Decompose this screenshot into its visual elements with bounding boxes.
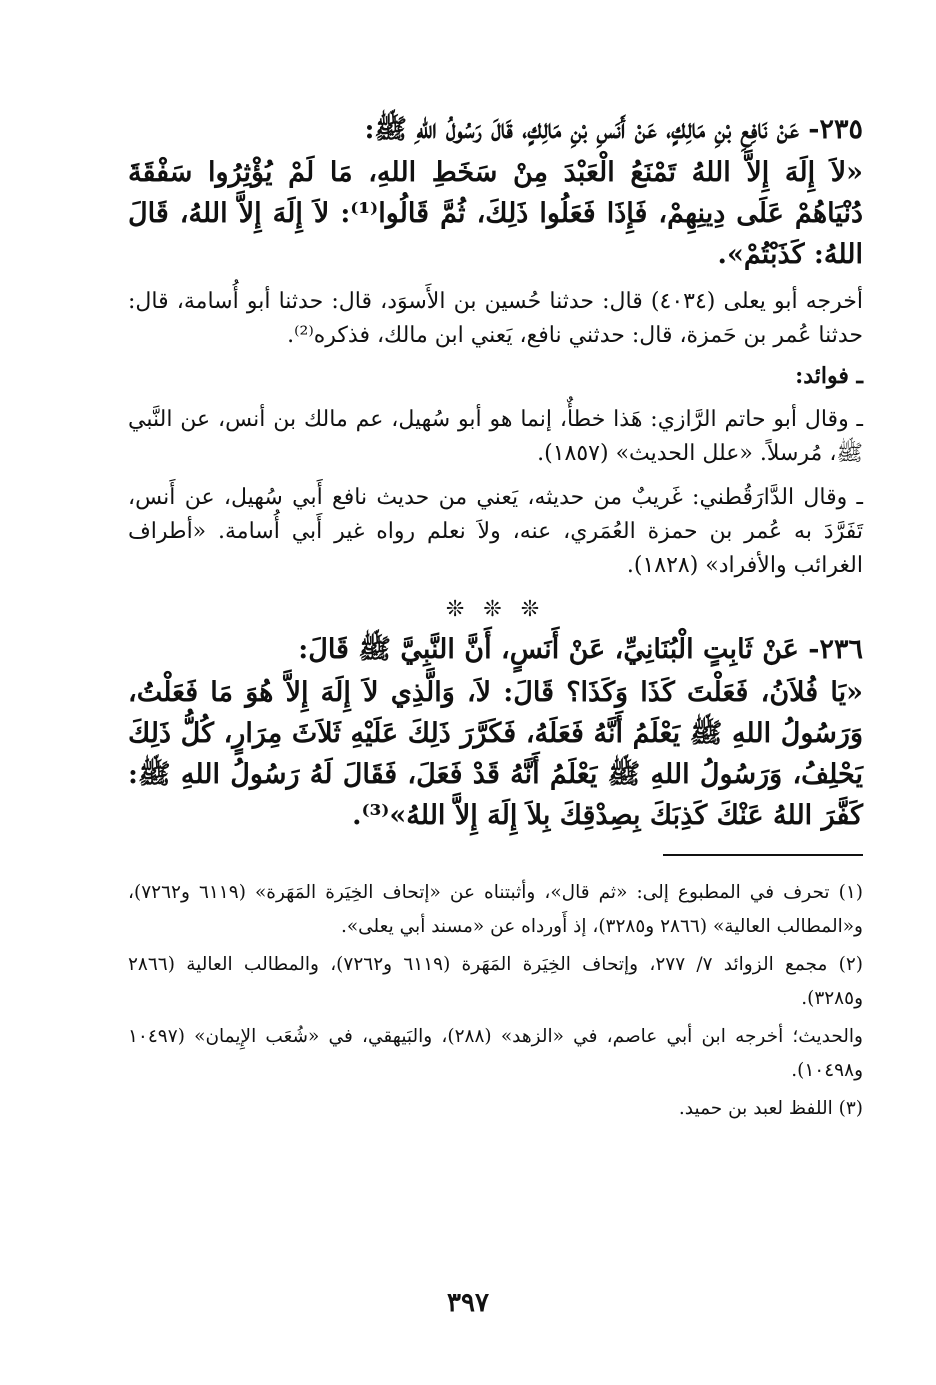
section-separator: ❊ ❊ ❊ bbox=[445, 597, 546, 622]
footnote-3: (٣) اللفظ لعبد بن حميد. bbox=[678, 1098, 863, 1119]
hadith-235-heading: ٢٣٥- عَنْ نَافِعِ بْنِ مَالِكٍ، عَنْ أَنَسِ بْنِ مَالِكٍ، قَالَ رَسُولُ اللهِ ﷺ: bbox=[364, 114, 863, 145]
hadith-236-text: «يَا فُلاَنُ، فَعَلْتَ كَذَا وَكَذَا؟ قَالَ: لاَ، وَالَّذِي لاَ إِلَهَ إِلاَّ هُوَ مَا فَعَلْتُ، وَرَسُولُ اللهِ ﷺ يَعْلَمُ أَنَّهُ فَعَلَهُ، فَكَرَّرَ ذَلِكَ عَلَيْهِ ثَلاَثَ مِرَارٍ، كُلُّ ذَلِكَ يَحْلِفُ، وَرَسُولُ اللهِ ﷺ يَعْلَمُ أَنَّهُ قَدْ فَعَلَ، فَقَالَ لَهُ رَسُولُ اللهِ ﷺ: كَفَّرَ اللهُ عَنْكَ كَذِبَكَ بِصِدْقِكَ بِلاَ إِلَهَ إِلاَّ اللهُ»⁽³⁾. bbox=[128, 677, 863, 831]
footnote-1: (١) تحرف في المطبوع إلى: «ثم قال»، وأثبتناه عن «إتحاف الخِيَرة المَهَرة» (٦١١٩ و٧٢٦٢)، و«المطالب العالية» (٢٨٦٦ و٣٢٨٥)، إذ أَورداه عن «مسند أبي يعلى». bbox=[128, 882, 863, 937]
footnote-divider bbox=[663, 854, 863, 856]
page-body bbox=[128, 110, 863, 1126]
footnote-2-continuation: والحديث؛ أخرجه ابن أبي عاصم، في «الزهد» (٢٨٨)، والبَيهقي، في «شُعَب الإِيمان» (١٠٤٩٧ و١٠٤٩٨). bbox=[128, 1026, 863, 1081]
fawaid-label: ـ فوائد: bbox=[795, 363, 863, 389]
hadith-235-text: «لاَ إِلَهَ إِلاَّ اللهُ تَمْنَعُ الْعَبْدَ مِنْ سَخَطِ اللهِ، مَا لَمْ يُؤْثِرُوا سَفْقَةَ دُنْيَاهُمْ عَلَى دِينِهِمْ، فَإِذَا فَعَلُوا ذَلِكَ، ثُمَّ قَالُوا⁽¹⁾: لاَ إِلَهَ إِلاَّ اللهُ، قَالَ اللهُ: كَذَبْتُمْ». bbox=[128, 157, 863, 270]
footnotes bbox=[128, 876, 863, 1126]
hadith-236-heading: ٢٣٦- عَنْ ثَابِتٍ الْبُنَانِيِّ، عَنْ أَنَسٍ، أَنَّ النَّبِيَّ ﷺ قَالَ: bbox=[298, 634, 863, 665]
fawaid-note-abu-hatim: ـ وقال أبو حاتم الرَّازي: هَذا خطأٌ، إنما هو أبو سُهيل، عم مالك بن أنس، عن النَّبي ﷺ، مُرسلاً. «علل الحديث» (١٨٥٧). bbox=[128, 407, 863, 466]
page-number: ٣٩٧ bbox=[447, 1288, 489, 1318]
hadith-235-takhrij: أخرجه أبو يعلى (٤٠٣٤) قال: حدثنا حُسين بن الأَسوَد، قال: حدثنا أبو أُسامة، قال: حدثنا عُمر بن حَمزة، قال: حدثني نافع، يَعني ابن مالك، فذكره⁽²⁾. bbox=[128, 289, 863, 348]
fawaid-note-daraqutni: ـ وقال الدَّارَقُطني: غَريبٌ من حديثه، يَعني من حديث نافع أَبي سُهيل، عن أَنس، تَفَرَّدَ به عُمر بن حمزة العُمَري، عنه، ولاَ نعلم رواه غير أَبي أُسامة. «أطراف الغرائب والأفراد» (١٨٢٨). bbox=[128, 485, 863, 578]
footnote-2: (٢) مجمع الزوائد ٧/ ٢٧٧، وإتحاف الخِيَرة المَهَرة (٦١١٩ و٧٢٦٢)، والمطالب العالية (٢٨٦٦ و٣٢٨٥). bbox=[128, 954, 863, 1009]
